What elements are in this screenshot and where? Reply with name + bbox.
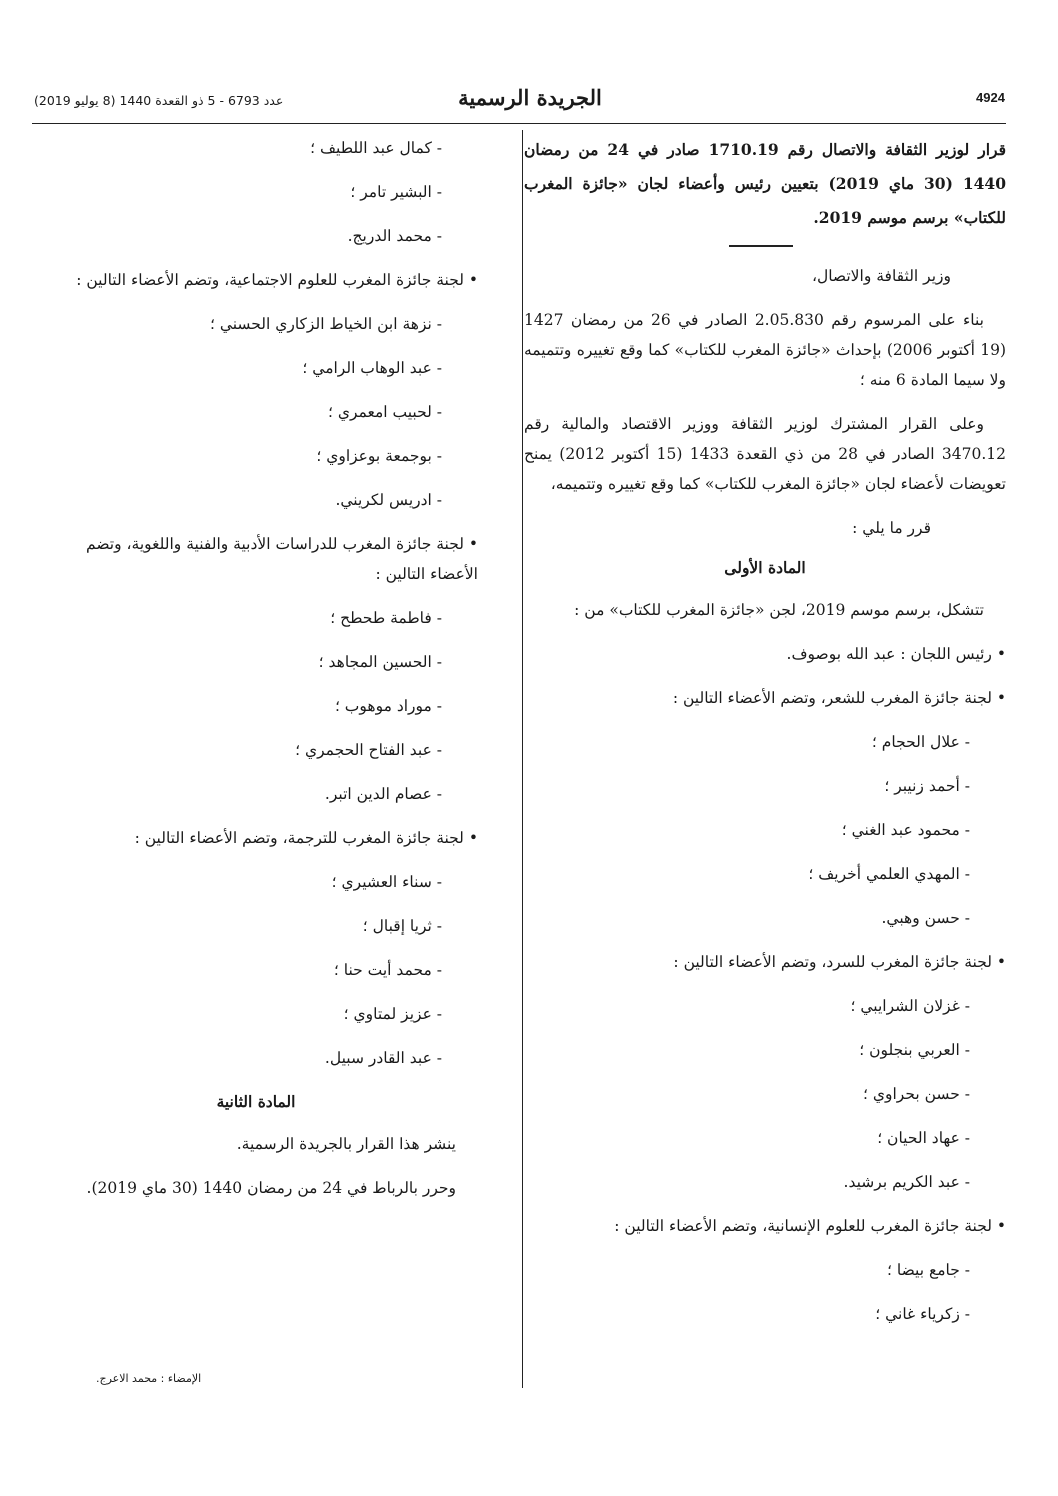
decides-line: قرر ما يلي : xyxy=(852,519,931,537)
list-item: - عبد الكريم برشيد. xyxy=(524,1167,1006,1197)
list-item: - ثريا إقبال ؛ xyxy=(34,911,478,941)
article-2-heading: المادة الثانية xyxy=(216,1092,296,1111)
list-item: - عزيز لمتاوي ؛ xyxy=(34,999,478,1029)
done-at-line: وحرر بالرباط في 24 من رمضان 1440 (30 ماي 2019). xyxy=(86,1179,456,1197)
list-item: - البشير تامر ؛ xyxy=(34,177,478,207)
committees-list xyxy=(524,639,1006,1329)
list-item: • لجنة جائزة المغرب للسرد، وتضم الأعضاء التالين : xyxy=(524,947,1006,977)
list-item: - محمد الدريج. xyxy=(34,221,478,251)
list-item: - ادريس لكريني. xyxy=(34,485,478,515)
list-item: - عبد الوهاب الرامي ؛ xyxy=(34,353,478,383)
list-item: • لجنة جائزة المغرب للترجمة، وتضم الأعضاء التالين : xyxy=(34,823,478,853)
legal-basis-1: بناء على المرسوم رقم 2.05.830 الصادر في 26 من رمضان 1427 (19 أكتوبر 2006) بإحداث «جائزة المغرب للكتاب» كما وقع تغييره وتتميمه ولا سيما المادة 6 منه ؛ xyxy=(524,311,1006,389)
list-item: • رئيس اللجان : عبد الله بوصوف. xyxy=(524,639,1006,669)
list-item: • لجنة جائزة المغرب للعلوم الإنسانية، وتضم الأعضاء التالين : xyxy=(524,1211,1006,1241)
committees-list-continued xyxy=(34,133,478,1073)
issue-info: عدد 6793 - 5 ذو القعدة 1440 (8 يوليو 2019) xyxy=(34,93,284,108)
list-item: - سناء العشيري ؛ xyxy=(34,867,478,897)
list-item: • لجنة جائزة المغرب للدراسات الأدبية والفنية واللغوية، وتضم الأعضاء التالين : xyxy=(34,529,478,589)
list-item: - حسن وهبي. xyxy=(524,903,1006,933)
decree-title: قرار لوزير الثقافة والاتصال رقم 1710.19 صادر في 24 من رمضان 1440 (30 ماي 2019) بتعيين رئيس وأعضاء لجان «جائزة المغرب للكتاب» برسم موسم 2019. xyxy=(524,140,1007,227)
list-item: - فاطمة طحطح ؛ xyxy=(34,603,478,633)
article-2-text: ينشر هذا القرار بالجريدة الرسمية. xyxy=(236,1135,456,1153)
list-item: - عصام الدين اتبر. xyxy=(34,779,478,809)
list-item: - أحمد زنيبر ؛ xyxy=(524,771,1006,801)
legal-basis-2: وعلى القرار المشترك لوزير الثقافة ووزير الاقتصاد والمالية رقم 3470.12 الصادر في 28 من ذي القعدة 1433 (15 أكتوبر 2012) يمنح تعويضات لأعضاء لجان «جائزة المغرب للكتاب» كما وقع تغييره وتتميمه، xyxy=(524,415,1006,493)
minister-line: وزير الثقافة والاتصال، xyxy=(811,267,951,285)
list-item: - بوجمعة بوعزاوي ؛ xyxy=(34,441,478,471)
list-item: - المهدي العلمي أخريف ؛ xyxy=(524,859,1006,889)
list-item: - موراد موهوب ؛ xyxy=(34,691,478,721)
column-divider xyxy=(522,130,523,1388)
list-item: - جامع بيضا ؛ xyxy=(524,1255,1006,1285)
list-item: - العربي بنجلون ؛ xyxy=(524,1035,1006,1065)
list-item: - عبد الفتاح الحجمري ؛ xyxy=(34,735,478,765)
list-item: - غزلان الشرايبي ؛ xyxy=(524,991,1006,1021)
right-column xyxy=(524,133,1006,1343)
list-item: - محمود عبد الغني ؛ xyxy=(524,815,1006,845)
article-1-text: تتشكل، برسم موسم 2019، لجن «جائزة المغرب للكتاب» من : xyxy=(574,601,984,619)
list-item: - حسن بحراوي ؛ xyxy=(524,1079,1006,1109)
list-item: - الحسين المجاهد ؛ xyxy=(34,647,478,677)
list-item: - عهاد الحيان ؛ xyxy=(524,1123,1006,1153)
list-item: - كمال عبد اللطيف ؛ xyxy=(34,133,478,163)
list-item: - عبد القادر سبيل. xyxy=(34,1043,478,1073)
list-item: • لجنة جائزة المغرب للشعر، وتضم الأعضاء التالين : xyxy=(524,683,1006,713)
left-column xyxy=(34,133,478,1203)
list-item: - زكرياء غاني ؛ xyxy=(524,1299,1006,1329)
list-item: - لحبيب امعمري ؛ xyxy=(34,397,478,427)
title-rule xyxy=(729,245,793,247)
signature-line: الإمضاء : محمد الاعرج. xyxy=(96,1372,202,1385)
header-divider xyxy=(32,123,1006,124)
list-item: - نزهة ابن الخياط الزكاري الحسني ؛ xyxy=(34,309,478,339)
list-item: - علال الحجام ؛ xyxy=(524,727,1006,757)
article-1-heading: المادة الأولى xyxy=(724,558,806,577)
gazette-title: الجريدة الرسمية xyxy=(458,85,602,110)
page-number: 4924 xyxy=(976,90,1005,105)
list-item: • لجنة جائزة المغرب للعلوم الاجتماعية، وتضم الأعضاء التالين : xyxy=(34,265,478,295)
list-item: - محمد أيت حنا ؛ xyxy=(34,955,478,985)
